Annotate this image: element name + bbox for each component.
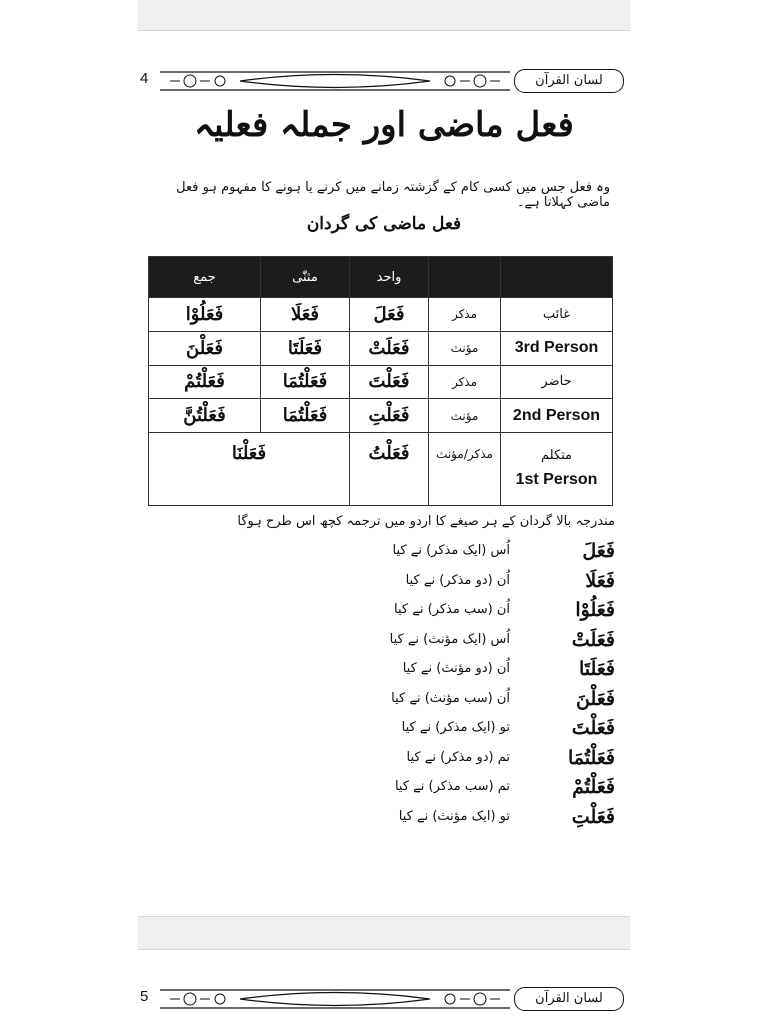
page-gap-top	[138, 0, 630, 31]
list-arabic: فَعَلْتُمْ	[572, 776, 615, 798]
list-arabic: فَعَلْتِ	[571, 805, 615, 828]
table-row	[149, 399, 613, 433]
cell-singular: فَعَلَ	[350, 298, 429, 332]
list-item	[360, 717, 615, 747]
cell-singular: فَعَلْتَ	[350, 365, 429, 399]
list-urdu: اُن (سب مذکر) نے کیا	[394, 602, 510, 617]
cell-singular: فَعَلَتْ	[350, 331, 429, 365]
conjugation-table	[148, 256, 613, 506]
cell-dual: فَعَلَا	[261, 298, 350, 332]
list-urdu: تو (ایک مذکر) نے کیا	[401, 720, 510, 735]
cell-plural: فَعَلُوْا	[149, 298, 261, 332]
list-arabic: فَعَلُوْا	[575, 599, 615, 621]
page-header	[138, 66, 630, 96]
person-label-en: 1st Person	[515, 470, 598, 488]
cell-dual: فَعَلَتَا	[261, 331, 350, 365]
list-item	[360, 599, 615, 629]
list-arabic: فَعَلَتْ	[571, 628, 615, 651]
list-item	[360, 747, 615, 777]
list-urdu: اُن (دو مذکر) نے کیا	[405, 572, 510, 588]
header-ornament-icon	[160, 984, 510, 1014]
list-arabic: فَعَلْتُمَا	[567, 746, 615, 769]
list-item	[360, 570, 615, 600]
translation-list	[360, 540, 615, 835]
page-title: فعل ماضی اور جملہ فعلیہ	[194, 105, 574, 145]
cell-plural: فَعَلْنَ	[149, 331, 261, 365]
cell-gender: مذکر	[429, 298, 501, 332]
list-item	[360, 629, 615, 659]
next-page-header	[138, 984, 630, 1014]
table-row	[149, 331, 613, 365]
list-urdu: تو (ایک مؤنث) نے کیا	[398, 808, 510, 824]
header-ornament-icon	[160, 66, 510, 96]
list-item	[360, 806, 615, 836]
cell-singular: فَعَلْتِ	[350, 399, 429, 433]
list-arabic: فَعَلَا	[585, 569, 615, 592]
cell-singular: فَعَلْتُ	[350, 433, 429, 506]
cell-person: حاضر	[501, 365, 613, 399]
cell-plural-dual: فَعَلْنَا	[149, 433, 350, 506]
list-arabic: فَعَلْنَ	[575, 687, 615, 710]
person-label: متکلم	[540, 447, 573, 463]
list-urdu: اُن (دو مؤنث) نے کیا	[402, 661, 510, 676]
list-urdu: اُس (ایک مذکر) نے کیا	[392, 543, 510, 558]
translation-note: مندرجہ بالا گردان کے ہر صیغے کا اردو میں ترجمہ کچھ اس طرح ہوگا	[237, 514, 615, 529]
cell-plural: فَعَلْتُمْ	[149, 365, 261, 399]
header-gender	[429, 257, 501, 298]
cell-person-en: 2nd Person	[501, 399, 613, 433]
conjugation-heading: فعل ماضی کی گردان	[306, 214, 462, 234]
list-item	[360, 540, 615, 570]
list-urdu: تم (دو مذکر) نے کیا	[406, 749, 510, 765]
table-header-row	[149, 257, 613, 298]
intro-text: وہ فعل جس میں کسی کام کے گزشتہ زمانے میں کرنے یا ہونے کا مفہوم ہو فعل ماضی کہلاتا ہے۔	[176, 180, 610, 210]
header-singular: واحد	[350, 257, 429, 298]
cell-gender: مؤنث	[429, 331, 501, 365]
table-row-first-person	[149, 433, 613, 506]
list-item	[360, 776, 615, 806]
table-row	[149, 298, 613, 332]
cell-gender: مؤنث	[429, 399, 501, 433]
list-arabic: فَعَلْتَ	[571, 717, 615, 739]
list-arabic: فَعَلَتَا	[578, 658, 615, 680]
cell-dual: فَعَلْتُمَا	[261, 365, 350, 399]
page-gap-middle	[138, 916, 630, 950]
header-dual: مثنّٰی	[261, 257, 350, 298]
header-person	[501, 257, 613, 298]
cell-dual: فَعَلْتُمَا	[261, 399, 350, 433]
list-urdu: تم (سب مذکر) نے کیا	[394, 779, 510, 794]
page-number: 5	[140, 988, 149, 1005]
list-item	[360, 658, 615, 688]
table-row	[149, 365, 613, 399]
page-number: 4	[140, 70, 149, 87]
cell-person	[501, 433, 613, 506]
list-urdu: اُن (سب مؤنث) نے کیا	[391, 690, 510, 706]
cell-plural: فَعَلْتُنَّ	[149, 399, 261, 433]
book-logo: لسان القرآن	[514, 69, 624, 93]
header-plural: جمع	[149, 257, 261, 298]
cell-person: غائب	[501, 298, 613, 332]
cell-person-en: 3rd Person	[501, 331, 613, 365]
cell-gender: مذکر	[429, 365, 501, 399]
cell-gender: مذکر/مؤنث	[429, 433, 501, 506]
list-item	[360, 688, 615, 718]
list-arabic: فَعَلَ	[582, 540, 615, 562]
list-urdu: اُس (ایک مؤنث) نے کیا	[389, 631, 510, 647]
book-logo: لسان القرآن	[514, 987, 624, 1011]
